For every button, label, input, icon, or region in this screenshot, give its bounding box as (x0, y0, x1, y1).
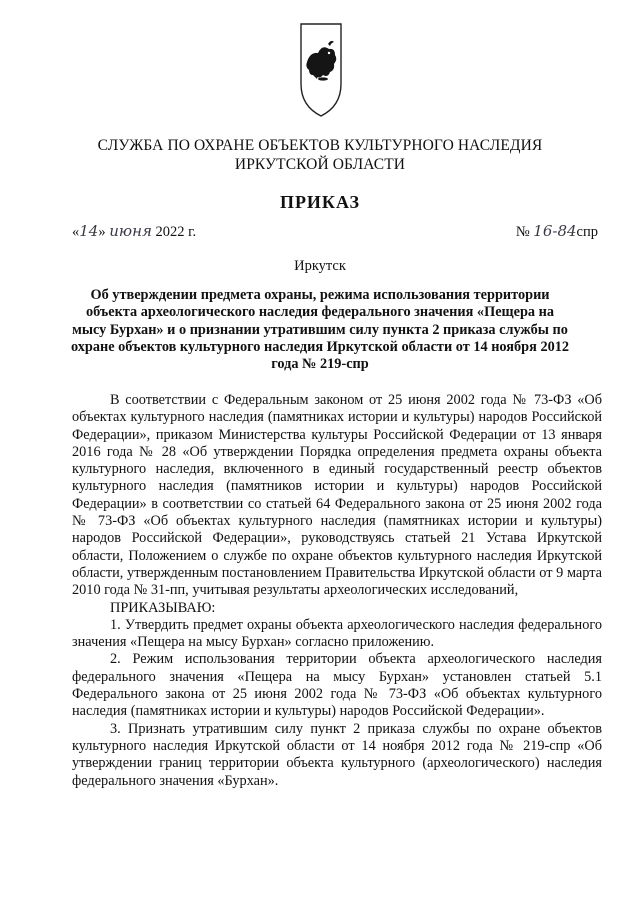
organization-name-line2: ИРКУТСКОЙ ОБЛАСТИ (234, 156, 406, 173)
order-word: ПРИКАЗЫВАЮ: (110, 599, 216, 616)
coat-of-arms-emblem (298, 22, 344, 118)
date-open-quote: « (72, 224, 80, 240)
date-day-handwritten: 14 (79, 222, 99, 240)
document-number (516, 222, 598, 241)
order-item-2: 2. Режим использования территории объекта археологического наследия федерального значения «Пещера на мысу Бурхан» установлен статьей 5.1 Федерального закона от 25 июня 2002 года № 73-ФЗ «Об объектах культурного наследия (памятниках истории и культуры) народов Российской Федерации». (72, 651, 602, 720)
order-item-3: 3. Признать утратившим силу пункт 2 приказа службы по охране объектов культурного наследия Иркутской области от 14 ноября 2012 года № 219-спр «Об утверждении границ территории объекта культурного (археологического) наследия федерального значения «Бурхан». (72, 720, 602, 789)
number-suffix: спр (576, 224, 598, 240)
date-close-quote: » (98, 224, 106, 240)
number-prefix: № (515, 224, 530, 240)
organization-name (60, 136, 580, 174)
organization-name-line1: СЛУЖБА ПО ОХРАНЕ ОБЪЕКТОВ КУЛЬТУРНОГО НАСЛЕДИЯ (97, 137, 543, 154)
number-handwritten: 16-84 (533, 222, 577, 240)
preamble-paragraph: В соответствии с Федеральным законом от 25 июня 2002 года № 73-ФЗ «Об объектах культурного наследия (памятниках истории и культуры) народов Российской Федерации», приказом Министерства культуры Российской Федерации от 13 января 2016 года № 28 «Об утверждении Порядка определения предмета охраны объекта культурного наследия, включенного в единый государственный реестр объектов культурного наследия (памятников истории и культуры) народов Российской Федерации» в соответствии со статьей 64 Федерального закона от 25 июня 2002 года № 73-ФЗ «Об объектах культурного наследия (памятниках истории и культуры) народов Российской Федерации», руководствуясь статьей 21 Устава Иркутской области, Положением о службе по охране объектов культурного наследия Иркутской области, утвержденным постановлением Правительства Иркутской области от 9 марта 2010 года № 31-пп, учитывая результаты археологических исследований, (72, 392, 602, 599)
document-date (72, 222, 196, 241)
date-year: 2022 г. (155, 224, 197, 240)
order-item-1: 1. Утвердить предмет охраны объекта археологического наследия федерального значения «Пещера на мысу Бурхан» согласно приложению. (72, 616, 602, 651)
document-subject: Об утверждении предмета охраны, режима использования территории объекта археологического наследия федерального значения «Пещера на мысу Бурхан» и о признании утратившим силу пункта 2 приказа службы по охране объектов культурного наследия Иркутской области от 14 ноября 2012 года № 219-спр (70, 287, 570, 373)
document-body (72, 392, 602, 790)
document-title: ПРИКАЗ (279, 192, 361, 212)
document-city: Иркутск (294, 258, 346, 274)
date-month-handwritten: июня (109, 222, 152, 240)
